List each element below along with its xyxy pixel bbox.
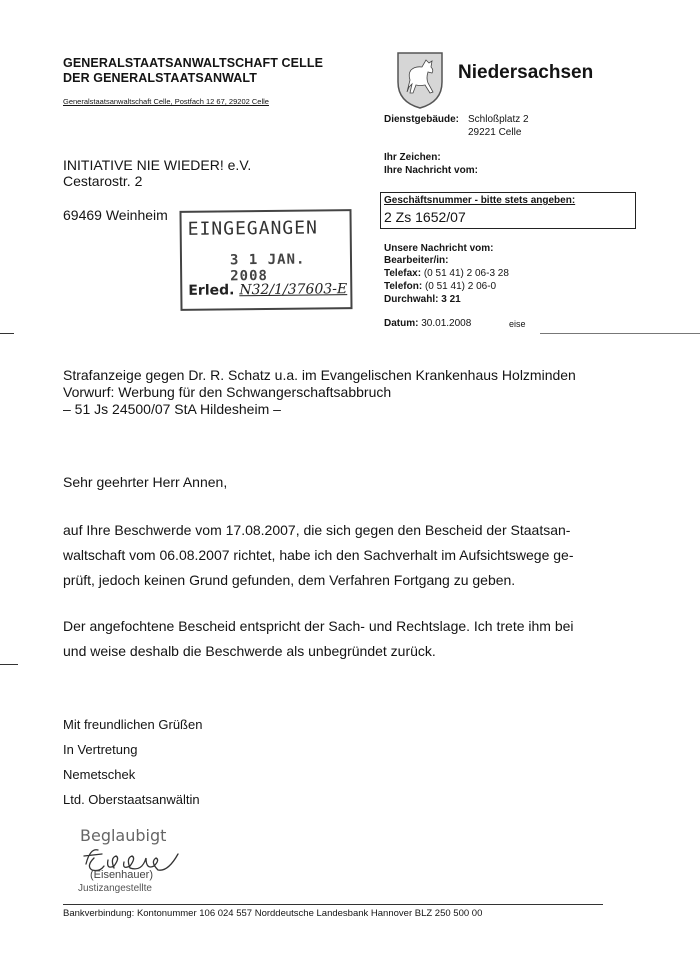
lower-saxony-horse-crest-icon [395,50,445,110]
recipient-street: Cestarostr. 2 [63,173,143,189]
authority-subtitle: DER GENERALSTAATSANWALT [63,71,257,85]
case-number-label: Geschäftsnummer - bitte stets angeben: [384,195,576,206]
fold-mark-top [0,333,14,334]
telefax-label: Telefax: [384,268,422,279]
office-street: Schloßplatz 2 [468,114,529,125]
author-initials: eise [509,319,526,329]
certification-label: Beglaubigt [80,826,167,845]
fold-line-top [540,333,700,334]
paragraph-1-line-2: waltschaft vom 06.08.2007 richtet, habe ich den Sachverhalt im Aufsichtswege ge- [63,547,574,563]
subject-line-2: Vorwurf: Werbung für den Schwangerschaftsabbruch [63,384,392,400]
paragraph-1-line-3: prüft, jedoch keinen Grund gefunden, dem Verfahren Fortgang zu geben. [63,572,516,588]
datum-row [384,318,471,329]
durchwahl-row [384,294,461,305]
office-label: Dienstgebäude: [384,114,460,125]
telefon-row [384,281,496,292]
return-address: Generalstaatsanwaltschaft Celle, Postfach 12 67, 29202 Celle [63,97,269,106]
recipient-city: 69469 Weinheim [63,207,168,223]
ihre-nachricht-label: Ihre Nachricht vom: [384,165,478,176]
bank-details: Bankverbindung: Kontonummer 106 024 557 Norddeutsche Landesbank Hannover BLZ 250 500 00 [63,908,483,919]
subject-line-1: Strafanzeige gegen Dr. R. Schatz u.a. im Evangelischen Krankenhaus Holzminden [63,367,576,383]
paragraph-2-line-2: und weise deshalb die Beschwerde als unbegründet zurück. [63,643,436,659]
state-name: Niedersachsen [458,62,594,83]
paragraph-1-line-1: auf Ihre Beschwerde vom 17.08.2007, die sich gegen den Bescheid der Staatsan- [63,522,571,538]
datum-label: Datum: [384,318,419,329]
received-stamp [179,209,352,311]
telefon-label: Telefon: [384,281,423,292]
signer-title: Ltd. Oberstaatsanwältin [63,792,200,807]
signer-name: Nemetschek [63,767,136,782]
telefax-value: (0 51 41) 2 06-3 28 [423,268,509,279]
stamp-erled-label: Erled. [188,282,235,299]
datum-value: 30.01.2008 [421,318,472,329]
office-city: 29221 Celle [468,127,522,138]
case-number-box [380,192,636,229]
authority-name: GENERALSTAATSANWALTSCHAFT CELLE [63,56,324,70]
stamp-erled [188,281,347,299]
subject-line-3: – 51 Js 24500/07 StA Hildesheim – [63,401,281,417]
paragraph-2-line-1: Der angefochtene Bescheid entspricht der Sach- und Rechtslage. Ich trete ihm bei [63,618,574,634]
recipient-name: INITIATIVE NIE WIEDER! e.V. [63,157,252,173]
stamp-erled-value: N32/1/37603-E [239,281,348,299]
closing-vertretung: In Vertretung [63,742,138,757]
fold-mark-middle [0,664,18,665]
telefon-value: (0 51 41) 2 06-0 [424,281,497,292]
certification-role: Justizangestellte [78,883,152,894]
closing-greeting: Mit freundlichen Grüßen [63,717,203,732]
stamp-date: 3 1 JAN. 2008 [229,251,306,285]
telefax-row [384,268,509,279]
durchwahl-value: 3 21 [441,294,461,305]
bearbeiter-label: Bearbeiter/in: [384,255,449,266]
stamp-title: EINGEGANGEN [187,217,318,240]
ihr-zeichen-label: Ihr Zeichen: [384,152,441,163]
certification-name: (Eisenhauer) [90,869,153,881]
salutation: Sehr geehrter Herr Annen, [63,474,228,490]
case-number: 2 Zs 1652/07 [384,209,466,225]
unsere-nachricht-label: Unsere Nachricht vom: [384,243,494,254]
durchwahl-label: Durchwahl: [384,294,439,305]
footer-rule [63,904,603,905]
